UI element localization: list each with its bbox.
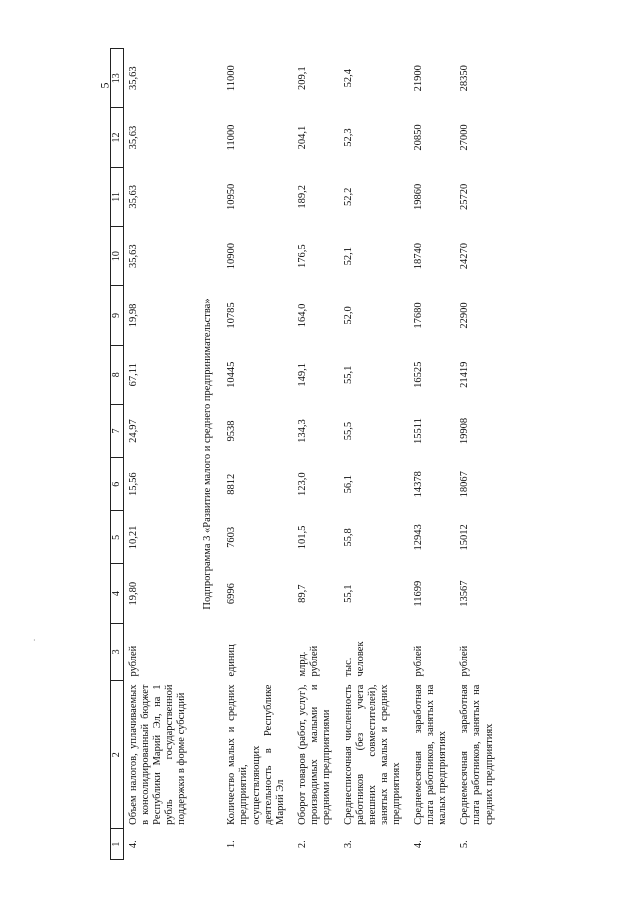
value-col-6: 14378: [413, 471, 425, 498]
value-col-7: 55,5: [342, 421, 354, 441]
table-row-5: [455, 49, 501, 860]
row-index: 1.: [226, 840, 238, 849]
value-col-12: 27000: [459, 124, 471, 151]
value-col-4: 11699: [413, 580, 425, 607]
indicator-name: Оборот товаров (работ, услуг), производимых малыми и средними предприятиями: [296, 684, 332, 825]
value-col-6: 56,1: [342, 475, 354, 494]
column-number-5: 5: [111, 511, 124, 564]
column-number-10: 10: [111, 227, 124, 286]
column-number-3: 3: [111, 623, 124, 680]
speck: ·: [33, 636, 36, 645]
column-number-6: 6: [111, 458, 124, 511]
value-col-12: 20850: [413, 124, 425, 151]
value-col-11: 25720: [459, 183, 471, 210]
column-number-12: 12: [111, 108, 124, 167]
indicator-name: Среднесписочная численность работников (без учета внешних совместителей), занятых на малых и средних предприятиях: [342, 684, 403, 825]
unit-of-measure: рублей: [459, 645, 471, 677]
unit-of-measure: тыс. человек: [342, 641, 366, 677]
value-col-13: 52,4: [342, 69, 354, 88]
page-number: 5: [97, 82, 112, 89]
table-row-2: [293, 49, 339, 860]
unit-of-measure: млрд. рублей: [296, 645, 320, 677]
row-index: 5.: [459, 840, 471, 849]
subprogram-row: [194, 49, 222, 860]
value-col-11: 10950: [226, 183, 238, 210]
value-col-4: 55,1: [342, 584, 354, 603]
column-number-4: 4: [111, 564, 124, 623]
indicator-name: Среднемесячная заработная плата работников, занятых на малых предприятиях: [413, 684, 449, 825]
value-col-7: 134,3: [296, 419, 308, 443]
value-col-9: 22900: [459, 302, 471, 329]
value-col-10: 176,5: [296, 244, 308, 268]
value-col-12: 35,63: [128, 125, 139, 150]
value-col-5: 10,21: [128, 525, 139, 550]
row-index: 4.: [413, 840, 425, 849]
column-number-header-row: [111, 49, 124, 860]
value-col-4: 89,7: [296, 584, 308, 603]
value-col-12: 204,1: [296, 125, 308, 150]
value-col-6: 8812: [226, 473, 238, 495]
column-number-2: 2: [111, 681, 124, 829]
value-col-6: 15,56: [128, 472, 139, 497]
unit-of-measure: единиц: [226, 644, 238, 677]
table-body: [124, 49, 502, 860]
column-number-7: 7: [111, 404, 124, 457]
value-col-8: 16525: [413, 361, 425, 388]
indicator-name: Количество малых и средних предприятий, осуществляющих деятельность в Республике Марий Эл: [226, 684, 286, 825]
value-col-10: 18740: [413, 243, 425, 270]
value-col-7: 19908: [459, 417, 471, 445]
column-number-1: 1: [111, 829, 124, 860]
value-col-10: 52,1: [342, 246, 354, 266]
column-number-8: 8: [111, 345, 124, 404]
table-row-program-indicator-4: [124, 49, 195, 860]
value-col-8: 21419: [459, 361, 471, 388]
value-col-9: 17680: [413, 302, 425, 329]
value-col-9: 164,0: [296, 303, 308, 328]
column-number-13: 13: [111, 49, 124, 108]
value-col-5: 101,5: [296, 525, 308, 550]
row-index: 2.: [296, 840, 308, 849]
value-col-10: 10900: [226, 243, 238, 270]
value-col-13: 11000: [226, 65, 238, 92]
table-row-4: [409, 49, 455, 860]
value-col-8: 10445: [226, 361, 238, 388]
value-col-13: 28350: [459, 65, 471, 92]
value-col-5: 12943: [413, 524, 425, 551]
unit-of-measure: рублей: [413, 645, 425, 677]
value-col-11: 35,63: [128, 185, 139, 209]
value-col-9: 10785: [226, 302, 238, 329]
value-col-13: 209,1: [296, 66, 308, 91]
value-col-8: 149,1: [296, 362, 308, 387]
indicator-name: Среднемесячная заработная плата работников, занятых на средних предприятиях: [459, 684, 495, 825]
value-col-10: 35,63: [128, 244, 139, 268]
value-col-7: 15511: [413, 418, 425, 444]
value-col-4: 19,80: [128, 581, 139, 606]
value-col-8: 67,11: [128, 363, 139, 387]
value-col-4: 6996: [226, 583, 238, 605]
rotated-table-container: [110, 48, 570, 860]
value-col-10: 24270: [459, 243, 471, 270]
table-row-3: [339, 49, 409, 860]
subprogram-title: Подпрограмма 3 «Развитие малого и среднего предпринимательства»: [202, 298, 214, 610]
table-row-1: [222, 49, 292, 860]
column-number-11: 11: [111, 167, 124, 226]
value-col-11: 19860: [413, 183, 425, 210]
value-col-13: 35,63: [128, 66, 139, 91]
value-col-12: 52,3: [342, 128, 354, 147]
value-col-6: 18067: [459, 471, 471, 498]
value-col-7: 24,97: [128, 419, 139, 443]
value-col-12: 11000: [226, 124, 238, 151]
value-col-11: 52,2: [342, 187, 354, 207]
value-col-9: 52,0: [342, 306, 354, 325]
unit-of-measure: рублей: [128, 645, 139, 677]
indicators-table: [110, 48, 502, 860]
value-col-4: 13567: [459, 580, 471, 607]
indicator-name: Объем налогов, уплачиваемых в консолидированный бюджет Республики Марий Эл, на 1 рубль государственной поддержки в форме субсидий: [128, 684, 188, 825]
value-col-5: 55,8: [342, 528, 354, 547]
value-col-11: 189,2: [296, 185, 308, 209]
column-number-9: 9: [111, 286, 124, 345]
value-col-6: 123,0: [296, 472, 308, 497]
value-col-13: 21900: [413, 65, 425, 92]
row-index: 4.: [128, 840, 139, 849]
value-col-9: 19,98: [128, 303, 139, 328]
value-col-7: 9538: [226, 420, 238, 442]
row-index: 3.: [342, 840, 354, 849]
value-col-5: 7603: [226, 526, 238, 548]
value-col-8: 55,1: [342, 365, 354, 384]
value-col-5: 15012: [459, 524, 471, 551]
